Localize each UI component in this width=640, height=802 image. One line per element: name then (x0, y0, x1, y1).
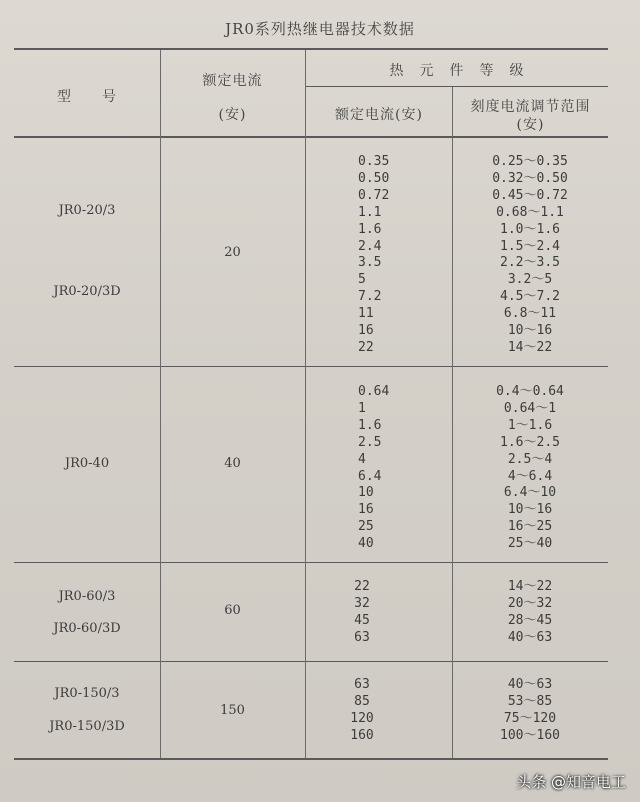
list-item: 10 (358, 485, 374, 501)
list-item: 11 (358, 306, 374, 322)
rated-current-value: 40 (224, 456, 241, 471)
header-model: 型 号 (57, 89, 117, 105)
rule-group-2 (14, 562, 608, 563)
list-item: 0.72 (358, 187, 390, 203)
list-item: 22 (358, 339, 374, 355)
watermark: 头条 @知音电工 (516, 773, 626, 791)
rule-bottom (14, 758, 608, 760)
scale-range-list (470, 677, 590, 745)
list-item: 28～45 (507, 612, 553, 628)
model-label: JR0-150/3 (54, 686, 120, 701)
element-current-list (326, 579, 398, 647)
element-current-list (326, 677, 398, 745)
list-item: 1.5～2.4 (500, 238, 560, 254)
list-item: 4.5～7.2 (500, 289, 560, 305)
element-current-list (358, 384, 389, 553)
list-item: 0.68～1.1 (496, 204, 564, 220)
list-item: 25 (358, 519, 374, 535)
model-label: JR0-150/3D (49, 719, 125, 734)
rule-top (14, 48, 608, 50)
list-item: 63 (354, 677, 370, 692)
list-item: 1 (358, 400, 366, 416)
list-item: 45 (354, 612, 370, 628)
list-item: 2.4 (358, 238, 382, 254)
header-rated-current: 额定电流 (202, 73, 263, 89)
list-item: 1.6 (358, 417, 382, 433)
list-item: 3.5 (358, 255, 382, 271)
list-item: 6.8～11 (503, 306, 557, 322)
list-item: 2.5～4 (507, 451, 553, 467)
list-item: 1.0～1.6 (500, 221, 560, 237)
rated-current-value: 60 (224, 603, 241, 618)
scale-range-list (470, 384, 590, 553)
list-item: 4～6.4 (507, 468, 553, 484)
list-item: 32 (354, 595, 370, 611)
list-item: 0.50 (358, 170, 390, 186)
list-item: 40～63 (507, 629, 553, 645)
list-item: 53～85 (507, 693, 553, 709)
list-item: 0.25～0.35 (492, 154, 568, 169)
list-item: 16 (358, 323, 374, 339)
list-item: 0.45～0.72 (492, 187, 568, 203)
list-item: 0.64～1 (503, 400, 557, 416)
col-divider-3 (452, 87, 453, 758)
list-item: 16 (358, 502, 374, 518)
list-item: 20～32 (507, 595, 553, 611)
model-label: JR0-20/3D (53, 284, 121, 299)
list-item: 1～1.6 (507, 417, 553, 433)
list-item: 0.64 (358, 384, 390, 399)
list-item: 0.35 (358, 154, 390, 169)
list-item: 2.5 (358, 434, 382, 450)
list-item: 40 (358, 536, 374, 552)
list-item: 16～25 (507, 519, 553, 535)
rule-header-bottom (14, 136, 608, 138)
model-label: JR0-60/3 (58, 589, 116, 604)
model-label: JR0-40 (64, 456, 110, 471)
col-divider-1 (160, 50, 161, 758)
rule-group-1 (14, 366, 608, 367)
header-element-rated: 额定电流(安) (335, 107, 423, 123)
scale-range-list (470, 579, 590, 647)
list-item: 10～16 (507, 323, 553, 339)
header-scale-range: 刻度电流调节范围 (470, 99, 591, 115)
list-item: 14～22 (507, 339, 553, 355)
list-item: 6.4 (358, 468, 382, 484)
rule-group-3 (14, 661, 608, 662)
list-item: 6.4～10 (503, 485, 557, 501)
model-label: JR0-20/3 (58, 203, 116, 218)
scale-range-list (470, 154, 590, 357)
rated-current-value: 20 (224, 245, 241, 260)
list-item: 75～120 (503, 710, 557, 726)
list-item: 0.32～0.50 (492, 170, 568, 186)
rule-subheader (306, 86, 608, 87)
list-item: 1.6 (358, 221, 382, 237)
col-divider-2 (305, 50, 306, 758)
list-item: 40～63 (507, 677, 553, 692)
list-item: 85 (354, 693, 370, 709)
list-item: 22 (354, 579, 370, 594)
list-item: 14～22 (507, 579, 553, 594)
list-item: 10～16 (507, 502, 553, 518)
header-scale-range-unit: (安) (516, 117, 545, 133)
list-item: 1.6～2.5 (500, 434, 560, 450)
header-rated-current-unit: (安) (218, 107, 247, 123)
list-item: 2.2～3.5 (500, 255, 560, 271)
model-label: JR0-60/3D (53, 621, 121, 636)
list-item: 25～40 (507, 536, 553, 552)
header-thermal-element: 热 元 件 等 级 (389, 63, 525, 79)
list-item: 100～160 (500, 727, 560, 743)
rated-current-value: 150 (220, 703, 245, 718)
list-item: 1.1 (358, 204, 382, 220)
list-item: 3.2～5 (507, 272, 553, 288)
list-item: 0.4～0.64 (496, 384, 564, 399)
list-item: 4 (358, 451, 366, 467)
list-item: 7.2 (358, 289, 382, 305)
element-current-list (358, 154, 389, 357)
list-item: 63 (354, 629, 370, 645)
list-item: 5 (358, 272, 366, 288)
table-title: JR0系列热继电器技术数据 (225, 20, 415, 38)
list-item: 160 (350, 727, 374, 743)
list-item: 120 (350, 710, 374, 726)
